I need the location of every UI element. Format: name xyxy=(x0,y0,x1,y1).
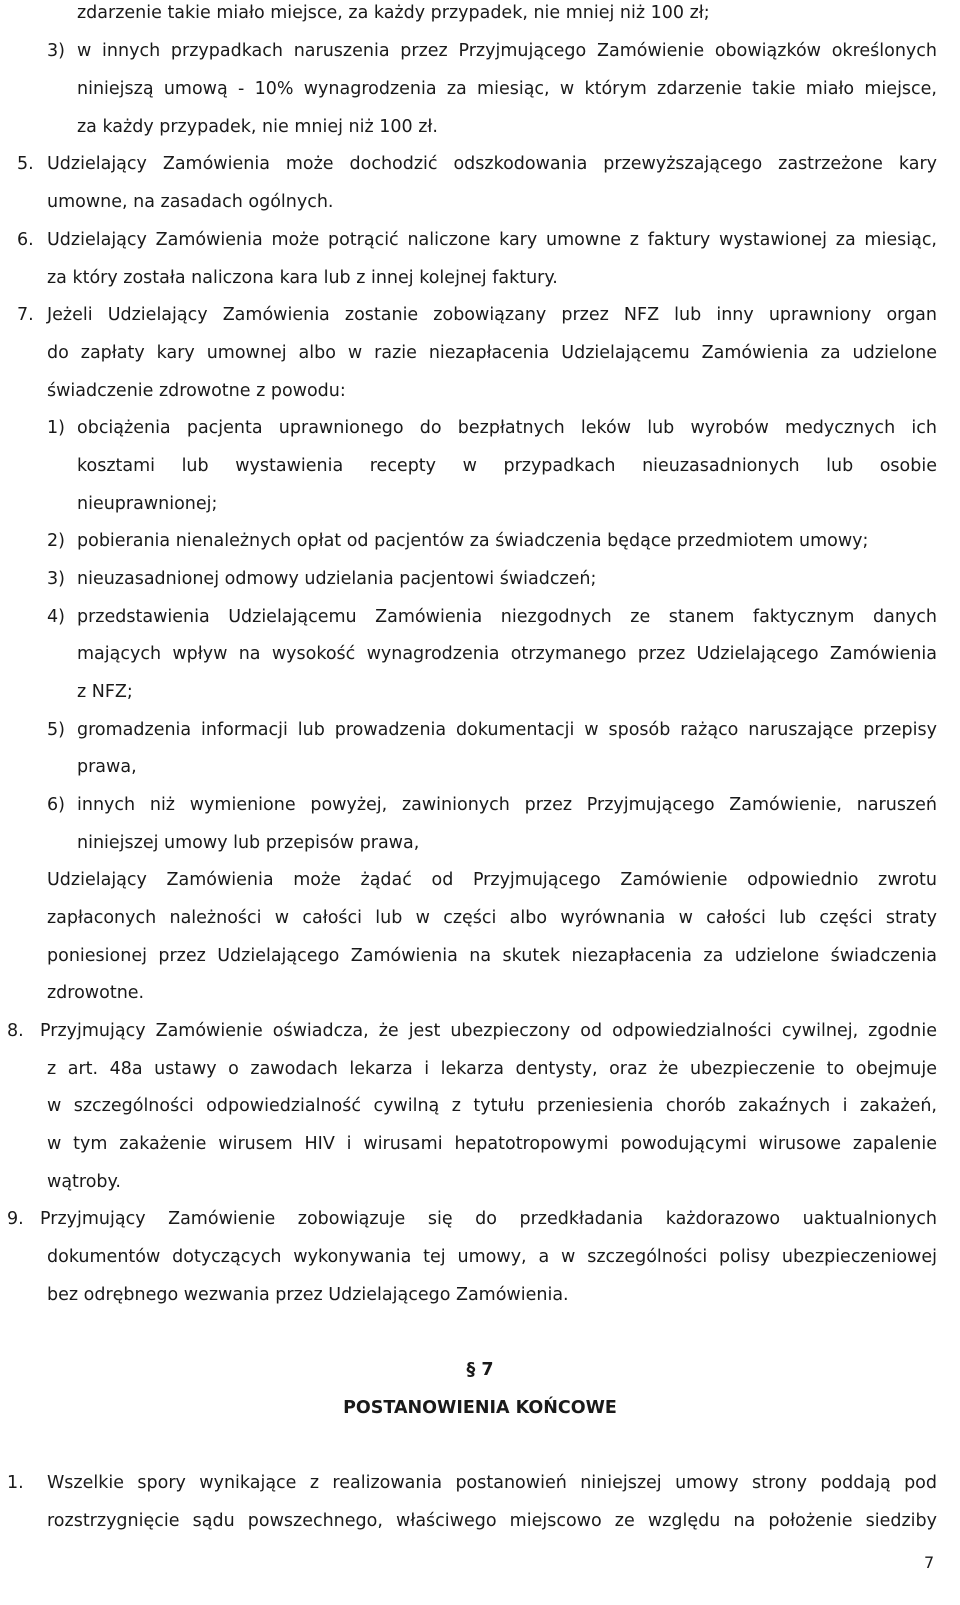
text-line: wątroby. xyxy=(47,1172,121,1192)
text-line: Przyjmujący Zamówienie zobowiązuje się do przedkładania każdorazowo uaktualnionych xyxy=(40,1209,937,1229)
text-line: nieuprawnionej; xyxy=(77,494,218,514)
text-line: zapłaconych należności w całości lub w części albo wyrównania w całości lub części straty xyxy=(47,908,937,928)
text-line: poniesionej przez Udzielającego Zamówienia na skutek niezapłacenia za udzielone świadczenia xyxy=(47,946,937,966)
text-line: świadczenie zdrowotne z powodu: xyxy=(47,381,346,401)
text-line: prawa, xyxy=(77,757,137,777)
text-line: Wszelkie spory wynikające z realizowania postanowień niniejszej umowy strony poddają pod xyxy=(47,1473,937,1493)
text-line: mających wpływ na wysokość wynagrodzenia otrzymanego przez Udzielającego Zamówienia xyxy=(77,644,937,664)
list-number: 3) xyxy=(47,41,65,61)
text-line: w szczególności odpowiedzialność cywilną z tytułu przeniesienia chorób zakaźnych i zakażeń, xyxy=(47,1096,937,1116)
text-line: Udzielający Zamówienia może dochodzić odszkodowania przewyższającego zastrzeżone kary xyxy=(47,154,937,174)
list-number: 3) xyxy=(47,569,65,589)
list-number: 6) xyxy=(47,795,65,815)
text-line: Jeżeli Udzielający Zamówienia zostanie zobowiązany przez NFZ lub inny uprawniony organ xyxy=(47,305,937,325)
list-number: 5) xyxy=(47,720,65,740)
text-line: zdarzenie takie miało miejsce, za każdy przypadek, nie mniej niż 100 zł; xyxy=(77,3,710,23)
text-line: za każdy przypadek, nie mniej niż 100 zł. xyxy=(77,117,438,137)
list-number: 4) xyxy=(47,607,65,627)
page-number: 7 xyxy=(924,1553,935,1572)
paragraph-number: 8. xyxy=(7,1021,24,1041)
text-line: rozstrzygnięcie sądu powszechnego, właściwego miejscowo ze względu na położenie siedziby xyxy=(47,1511,937,1531)
text-line: do zapłaty kary umownej albo w razie niezapłacenia Udzielającemu Zamówienia za udzielone xyxy=(47,343,937,363)
paragraph-number: 5. xyxy=(17,154,34,174)
section-mark: § 7 xyxy=(466,1360,494,1380)
text-line: dokumentów dotyczących wykonywania tej umowy, a w szczególności polisy ubezpieczeniowej xyxy=(47,1247,937,1267)
text-line: gromadzenia informacji lub prowadzenia dokumentacji w sposób rażąco naruszające przepisy xyxy=(77,720,937,740)
text-line: z NFZ; xyxy=(77,682,133,702)
text-line: pobierania nienależnych opłat od pacjentów za świadczenia będące przedmiotem umowy; xyxy=(77,531,869,551)
section-title: POSTANOWIENIA KOŃCOWE xyxy=(343,1398,617,1418)
text-line: nieuzasadnionej odmowy udzielania pacjentowi świadczeń; xyxy=(77,569,597,589)
text-line: w innych przypadkach naruszenia przez Przyjmującego Zamówienie obowiązków określonych xyxy=(77,41,937,61)
text-line: za który została naliczona kara lub z innej kolejnej faktury. xyxy=(47,268,558,288)
text-line: obciążenia pacjenta uprawnionego do bezpłatnych leków lub wyrobów medycznych ich xyxy=(77,418,937,438)
text-line: przedstawienia Udzielającemu Zamówienia niezgodnych ze stanem faktycznym danych xyxy=(77,607,937,627)
paragraph-number: 9. xyxy=(7,1209,24,1229)
text-line: innych niż wymienione powyżej, zawinionych przez Przyjmującego Zamówienie, naruszeń xyxy=(77,795,937,815)
list-number: 2) xyxy=(47,531,65,551)
text-line: Udzielający Zamówienia może potrącić naliczone kary umowne z faktury wystawionej za miesiąc, xyxy=(47,230,937,250)
text-line: umowne, na zasadach ogólnych. xyxy=(47,192,334,212)
text-line: niniejszą umową - 10% wynagrodzenia za miesiąc, w którym zdarzenie takie miało miejsce, xyxy=(77,79,937,99)
list-number: 1) xyxy=(47,418,65,438)
text-line: Przyjmujący Zamówienie oświadcza, że jest ubezpieczony od odpowiedzialności cywilnej, zgodnie xyxy=(40,1021,937,1041)
paragraph-number: 7. xyxy=(17,305,34,325)
text-line: zdrowotne. xyxy=(47,983,145,1003)
text-line: kosztami lub wystawienia recepty w przypadkach nieuzasadnionych lub osobie xyxy=(77,456,937,476)
text-line: z art. 48a ustawy o zawodach lekarza i lekarza dentysty, oraz że ubezpieczenie to obejmuje xyxy=(47,1059,937,1079)
text-line: Udzielający Zamówienia może żądać od Przyjmującego Zamówienie odpowiednio zwrotu xyxy=(47,870,937,890)
paragraph-number: 6. xyxy=(17,230,34,250)
text-line: w tym zakażenie wirusem HIV i wirusami hepatotropowymi powodującymi wirusowe zapalenie xyxy=(47,1134,937,1154)
text-line: bez odrębnego wezwania przez Udzielającego Zamówienia. xyxy=(47,1285,569,1305)
text-line: niniejszej umowy lub przepisów prawa, xyxy=(77,833,420,853)
paragraph-number: 1. xyxy=(7,1473,24,1493)
